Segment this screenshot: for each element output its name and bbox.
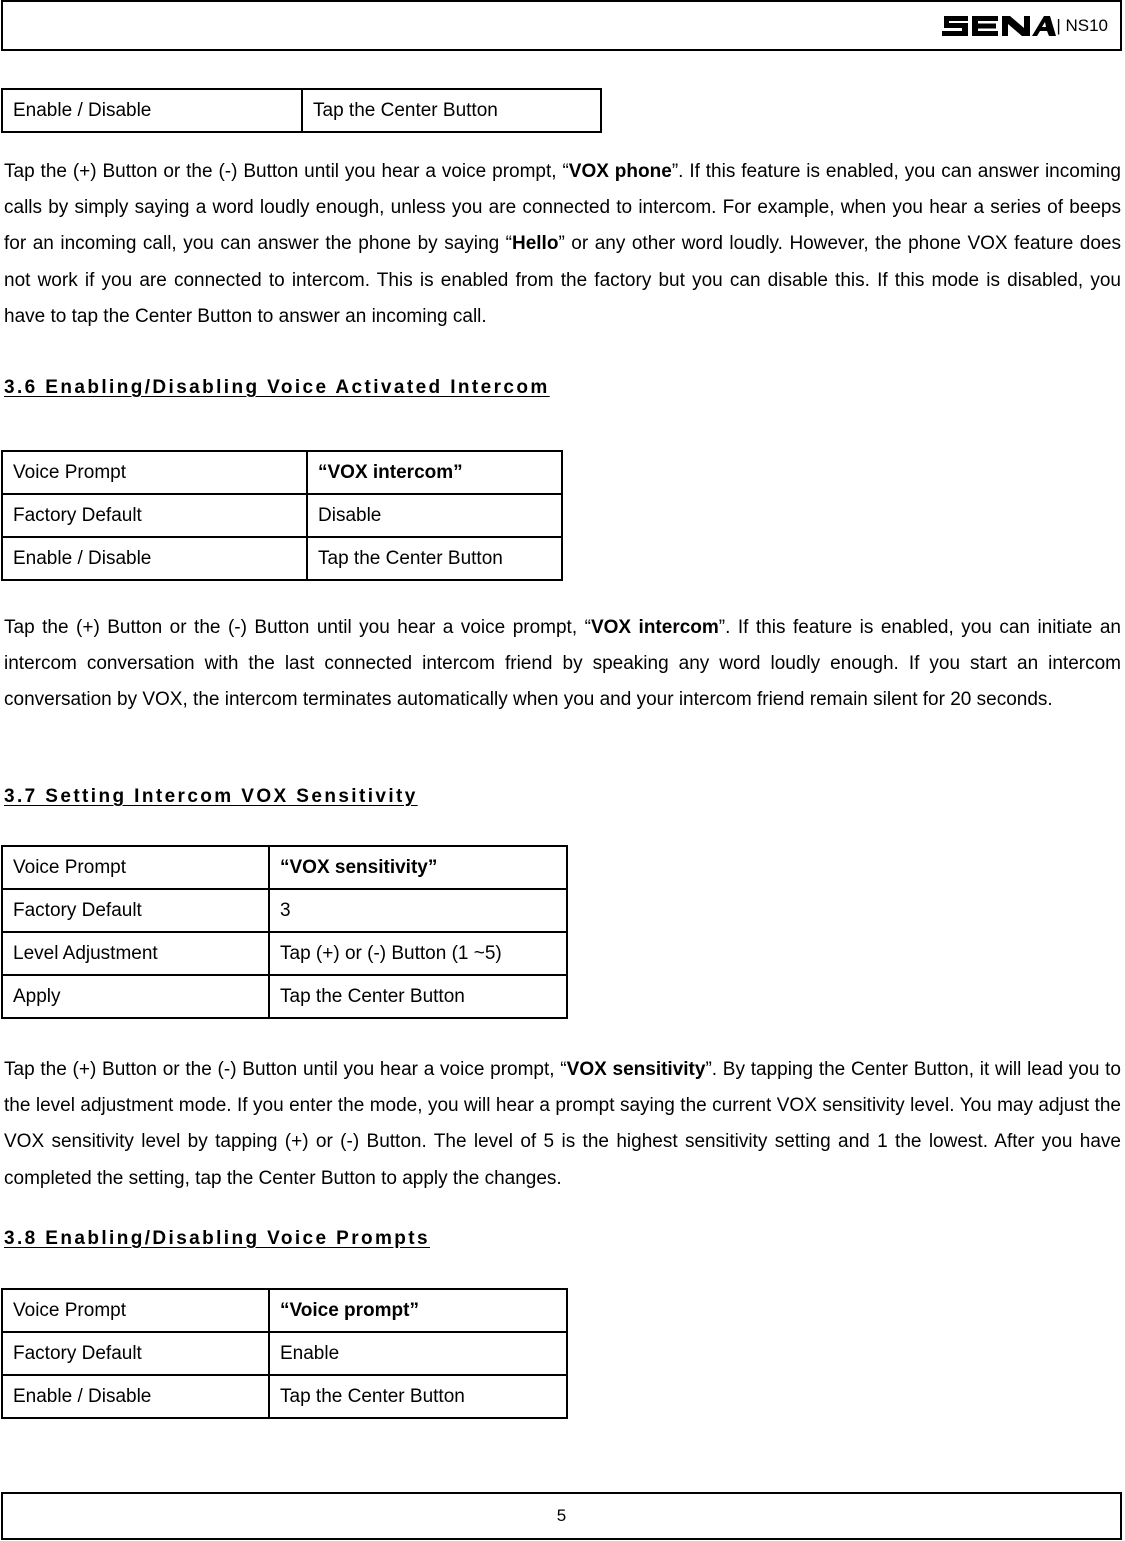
voice-prompt-table xyxy=(1,1288,568,1419)
section-heading-3-8: 3.8 Enabling/Disabling Voice Prompts xyxy=(4,1228,431,1249)
text: Tap the (+) Button or the (-) Button until you hear a voice prompt, “ xyxy=(4,617,591,638)
vox-intercom-paragraph xyxy=(4,610,1121,719)
product-name: | NS10 xyxy=(1056,16,1108,35)
table-cell-value: Tap the Center Button xyxy=(269,1375,567,1418)
bold-text: VOX sensitivity xyxy=(566,1059,706,1080)
text: Tap the (+) Button or the (-) Button until you hear a voice prompt, “ xyxy=(4,1059,567,1080)
table-row xyxy=(2,451,562,494)
table-row xyxy=(2,1375,567,1418)
page-footer xyxy=(1,1492,1122,1540)
vox-sensitivity-paragraph xyxy=(4,1052,1121,1197)
text: Tap the (+) Button or the (-) Button until you hear a voice prompt, “ xyxy=(4,161,569,182)
vox-sensitivity-table xyxy=(1,845,568,1019)
table-cell-value: “VOX intercom” xyxy=(307,451,562,494)
table-row xyxy=(2,494,562,537)
table-row xyxy=(2,1289,567,1332)
table-cell-value: Disable xyxy=(307,494,562,537)
page-header xyxy=(1,0,1122,51)
enable-disable-table xyxy=(1,88,602,133)
table-row xyxy=(2,846,567,889)
table-row xyxy=(2,89,601,132)
table-row xyxy=(2,537,562,580)
table-cell-value: Tap the Center Button xyxy=(307,537,562,580)
table-cell-value: “Voice prompt” xyxy=(269,1289,567,1332)
vox-intercom-table xyxy=(1,450,563,581)
section-heading-3-7: 3.7 Setting Intercom VOX Sensitivity xyxy=(4,786,418,807)
text: ”. If this feature is enabled, you can initiate an intercom conversation with the last connected intercom friend by speaking any word loudly enough. If you start an intercom conversation by VOX, the intercom terminates automatically when you and your intercom friend remain silent for 20 seconds. xyxy=(4,617,1121,711)
table-cell-value: Enable xyxy=(269,1332,567,1375)
text: ”. By tapping the Center Button, it will lead you to the level adjustment mode. If you enter the mode, you will hear a prompt saying the current VOX sensitivity level. You may adjust the VOX sensitivity level by tapping (+) or (-) Button. The level of 5 is the highest sensitivity setting and 1 the lowest. After you have completed the setting, tap the Center Button to apply the changes. xyxy=(4,1059,1122,1189)
page-number: 5 xyxy=(556,1506,567,1525)
table-row xyxy=(2,932,567,975)
table-cell-label: Level Adjustment xyxy=(2,932,269,975)
section-heading-3-6: 3.6 Enabling/Disabling Voice Activated Intercom xyxy=(4,377,550,398)
table-cell-label: Enable / Disable xyxy=(2,537,307,580)
table-cell-label: Enable / Disable xyxy=(2,89,302,132)
brand xyxy=(940,14,1108,38)
bold-text: Hello xyxy=(511,233,559,255)
table-cell-value: Tap (+) or (-) Button (1 ~5) xyxy=(269,932,567,975)
vox-phone-paragraph xyxy=(4,154,1121,335)
table-cell-label: Voice Prompt xyxy=(2,1289,269,1332)
bold-text: VOX phone xyxy=(568,161,672,182)
table-row xyxy=(2,889,567,932)
table-cell-value: 3 xyxy=(269,889,567,932)
table-row xyxy=(2,975,567,1018)
table-cell-label: Factory Default xyxy=(2,1332,269,1375)
table-cell-label: Voice Prompt xyxy=(2,846,269,889)
table-cell-value: “VOX sensitivity” xyxy=(269,846,567,889)
bold-text: VOX intercom xyxy=(590,617,719,638)
text: ” or any other word loudly. However, the phone VOX feature does not work if you are connected to intercom. This is enabled from the factory but you can disable this. If this mode is disabled, you have to tap the Center Button to answer an incoming call. xyxy=(4,233,1121,327)
table-cell-value: Tap the Center Button xyxy=(269,975,567,1018)
table-cell-label: Factory Default xyxy=(2,889,269,932)
table-cell-label: Factory Default xyxy=(2,494,307,537)
table-cell-label: Apply xyxy=(2,975,269,1018)
table-cell-label: Voice Prompt xyxy=(2,451,307,494)
text: ”. If this feature is enabled, you can answer incoming calls by simply saying a word loudly enough, unless you are connected to intercom. For example, when you hear a series of beeps for an incoming call, you can answer the phone by saying “ xyxy=(4,161,1122,255)
table-cell-label: Enable / Disable xyxy=(2,1375,269,1418)
table-cell-value: Tap the Center Button xyxy=(302,89,601,132)
sena-logo-icon xyxy=(940,14,1056,38)
table-row xyxy=(2,1332,567,1375)
